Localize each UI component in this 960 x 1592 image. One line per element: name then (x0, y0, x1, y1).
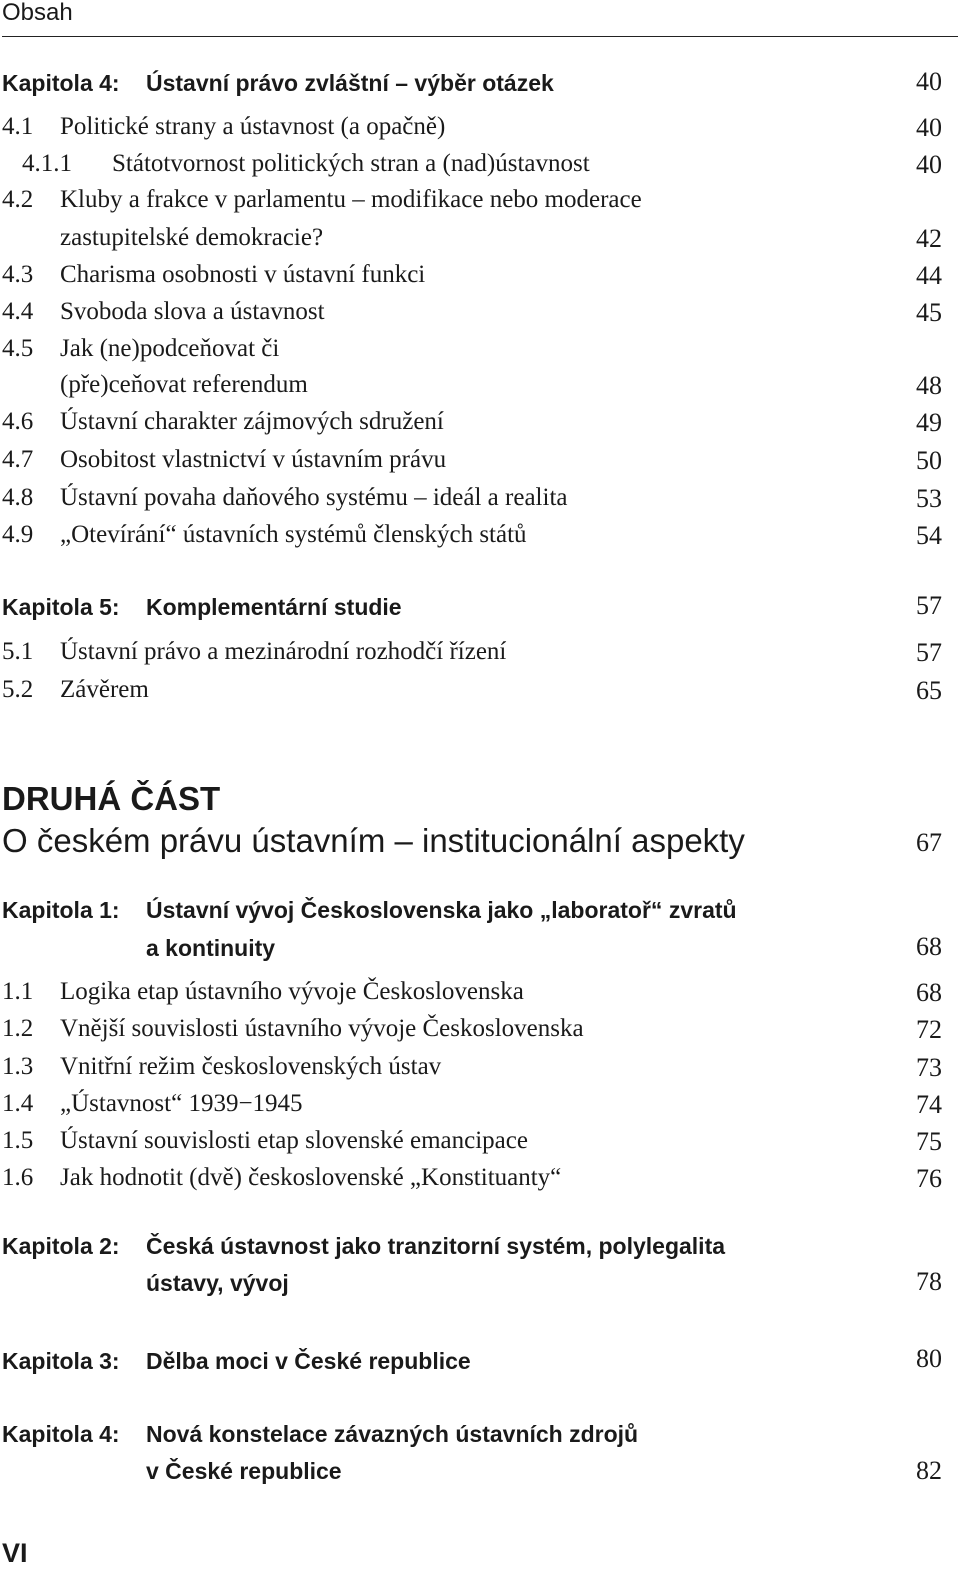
chapter-title-continued: ústavy, vývoj (146, 1270, 289, 1296)
page-number: 78 (916, 1267, 942, 1296)
section-title: Kluby a frakce v parlamentu – modifikace nebo moderace (60, 186, 642, 213)
section-number: 4.3 (2, 261, 34, 288)
section-number: 4.9 (2, 521, 34, 548)
header-rule (2, 36, 958, 37)
section-title-continued: (pře)ceňovat referendum (60, 371, 308, 398)
chapter-title-continued: v České republice (146, 1458, 342, 1484)
section-title: Ústavní povaha daňového systému – ideál a realita (60, 484, 568, 511)
page-number: 74 (916, 1090, 942, 1119)
page-number: 49 (916, 408, 942, 437)
chapter-label: Kapitola 2: (2, 1233, 120, 1259)
page-folio: VI (2, 1538, 28, 1568)
chapter-label: Kapitola 3: (2, 1348, 120, 1374)
page-number: 76 (916, 1164, 942, 1193)
part-subtitle: O českém právu ústavním – institucionální aspekty (2, 822, 745, 859)
page-number: 48 (916, 371, 942, 400)
section-number: 1.3 (2, 1053, 34, 1080)
section-number: 5.1 (2, 638, 34, 665)
page-number: 68 (916, 978, 942, 1007)
section-number: 1.6 (2, 1164, 34, 1191)
page-number: 82 (916, 1456, 942, 1485)
section-title: „Otevírání“ ústavních systémů členských států (60, 521, 527, 548)
page-number: 68 (916, 932, 942, 961)
page-number: 67 (916, 828, 942, 857)
page-number: 45 (916, 298, 942, 327)
section-number: 1.4 (2, 1090, 34, 1117)
section-title: Vnější souvislosti ústavního vývoje Československa (60, 1015, 584, 1042)
section-number: 1.1 (2, 978, 34, 1005)
section-title: Politické strany a ústavnost (a opačně) (60, 113, 446, 140)
part-heading: DRUHÁ ČÁST (2, 780, 221, 817)
chapter-title: Česká ústavnost jako tranzitorní systém, polylegalita (146, 1233, 726, 1259)
page-number: 40 (916, 150, 942, 179)
section-title: „Ústavnost“ 1939−1945 (60, 1090, 303, 1117)
section-number: 4.2 (2, 186, 34, 213)
chapter-title-continued: a kontinuity (146, 935, 276, 961)
page-number: 72 (916, 1015, 942, 1044)
section-number: 4.6 (2, 408, 34, 435)
section-number: 1.2 (2, 1015, 34, 1042)
section-title: Státotvornost politických stran a (nad)ústavnost (112, 150, 590, 177)
section-number: 4.1 (2, 113, 34, 140)
chapter-label: Kapitola 4: (2, 70, 120, 96)
section-title: Ústavní právo a mezinárodní rozhodčí řízení (60, 638, 507, 665)
section-title: Závěrem (60, 676, 149, 703)
section-title: Vnitřní režim československých ústav (60, 1053, 442, 1080)
header-title: Obsah (2, 0, 73, 26)
section-number: 4.1.1 (22, 150, 72, 177)
page-number: 57 (916, 591, 942, 620)
page-number: 54 (916, 521, 942, 550)
chapter-title: Nová konstelace závazných ústavních zdrojů (146, 1421, 639, 1447)
chapter-title: Ústavní vývoj Československa jako „laboratoř“ zvratů (146, 897, 737, 923)
section-title-continued: zastupitelské demokracie? (60, 224, 324, 251)
section-number: 4.5 (2, 335, 34, 362)
section-number: 4.4 (2, 298, 34, 325)
page-number: 53 (916, 484, 942, 513)
section-title: Osobitost vlastnictví v ústavním právu (60, 446, 447, 473)
page-number: 40 (916, 113, 942, 142)
page-header (0, 0, 960, 40)
page-number: 57 (916, 638, 942, 667)
section-number: 1.5 (2, 1127, 34, 1154)
section-title: Logika etap ústavního vývoje Československa (60, 978, 524, 1005)
section-number: 4.7 (2, 446, 34, 473)
chapter-title: Ústavní právo zvláštní – výběr otázek (146, 70, 554, 96)
section-number: 5.2 (2, 676, 34, 703)
page-number: 80 (916, 1344, 942, 1373)
chapter-label: Kapitola 1: (2, 897, 120, 923)
chapter-label: Kapitola 4: (2, 1421, 120, 1447)
section-title: Ústavní souvislosti etap slovenské emancipace (60, 1127, 528, 1154)
page-number: 50 (916, 446, 942, 475)
page-number: 65 (916, 676, 942, 705)
section-title: Jak (ne)podceňovat či (60, 335, 280, 362)
page-number: 73 (916, 1053, 942, 1082)
chapter-title: Dělba moci v České republice (146, 1348, 471, 1374)
section-title: Jak hodnotit (dvě) československé „Konstituanty“ (60, 1164, 562, 1191)
chapter-label: Kapitola 5: (2, 594, 120, 620)
page-number: 40 (916, 67, 942, 96)
page-number: 42 (916, 224, 942, 253)
section-title: Ústavní charakter zájmových sdružení (60, 408, 444, 435)
chapter-title: Komplementární studie (146, 594, 402, 620)
section-number: 4.8 (2, 484, 34, 511)
page-number: 44 (916, 261, 942, 290)
section-title: Charisma osobnosti v ústavní funkci (60, 261, 426, 288)
section-title: Svoboda slova a ústavnost (60, 298, 325, 325)
page-number: 75 (916, 1127, 942, 1156)
